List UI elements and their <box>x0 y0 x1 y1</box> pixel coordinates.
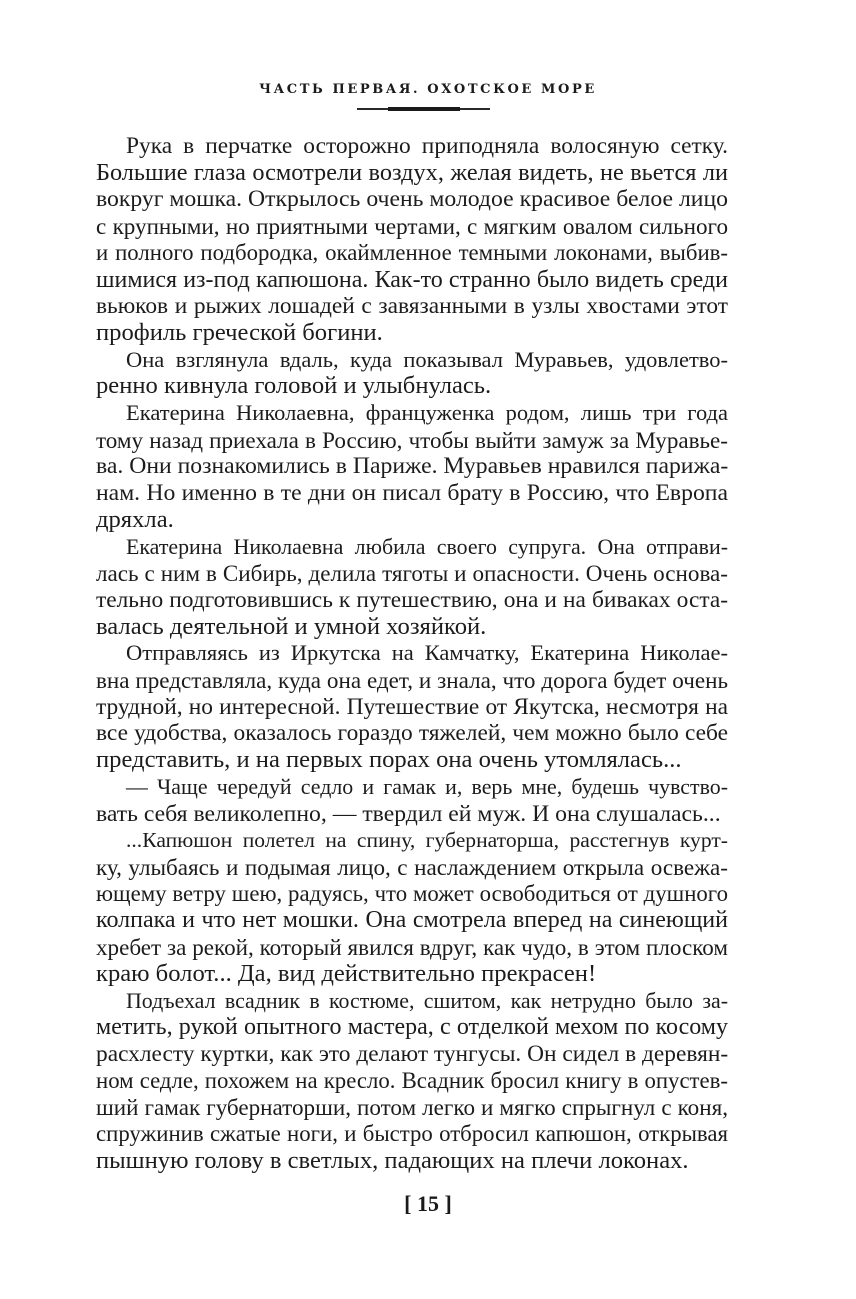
text-line: тому назад приехала в Россию, чтобы выйти замуж за Муравье- <box>96 426 728 453</box>
text-line: с крупными, но приятными чертами, с мягким овалом сильного <box>96 213 728 240</box>
text-line: пышную голову в светлых, падающих на плечи локонах. <box>96 1146 689 1174</box>
text-line: ку, улыбаясь и подымая лицо, с наслаждением открыла освежа- <box>96 853 728 880</box>
text-line: ющему ветру шею, радуясь, что может освободиться от душного <box>96 880 728 906</box>
text-line: шимися из-под капюшона. Как-то странно было видеть среди <box>96 266 728 293</box>
text-line: ший гамак губернаторши, потом легко и мягко спрыгнул с коня, <box>96 1094 728 1121</box>
text-line: ном седле, похожем на кресло. Всадник бросил книгу в опустев- <box>96 1067 728 1093</box>
text-line: ва. Они познакомились в Париже. Муравьев нравился парижа- <box>96 453 729 480</box>
text-line: трудной, но интересной. Путешествие от Якутска, несмотря на <box>96 693 728 720</box>
text-line: Отправляясь из Иркутска на Камчатку, Екатерина Николаe- <box>126 640 728 666</box>
text-line: лась с ним в Сибирь, делила тяготы и опасности. Очень основа- <box>96 560 728 587</box>
text-line: дряхла. <box>96 505 174 533</box>
running-header: ЧАСТЬ ПЕРВАЯ. ОХОТСКОЕ МОРЕ <box>259 82 597 97</box>
text-line: колпака и что нет мошки. Она смотрела вперед на синеющий <box>96 907 728 934</box>
text-line: тельно подготовившись к путешествию, она и на биваках оста- <box>96 586 728 613</box>
text-line: Екатерина Николаевна любила своего супруга. Она отправи- <box>126 533 728 559</box>
paragraph <box>96 400 728 534</box>
paragraph <box>96 774 728 827</box>
text-line: и полного подбородка, окаймленное темными локонами, выбив- <box>96 239 728 265</box>
text-line: ренно кивнула головой и улыбнулась. <box>96 372 492 400</box>
page-number: [ 15 ] <box>404 1191 452 1216</box>
text-line: представить, и на первых порах она очень утомлялась... <box>96 746 682 774</box>
text-line: нам. Но именно в те дни он писал брату в Россию, что Европа <box>96 480 728 507</box>
paragraph <box>96 988 728 1175</box>
paragraph <box>96 133 728 347</box>
header-rule-accent <box>388 107 460 111</box>
text-line: Рука в перчатке осторожно приподняла волосяную сетку. <box>126 133 728 159</box>
paragraph <box>96 534 728 641</box>
text-line: расхлесту куртки, как это делают тунгусы. Он сидел в деревян- <box>96 1040 729 1067</box>
text-line: Она взглянула вдаль, куда показывал Муравьев, удовлетво- <box>126 346 728 372</box>
text-line: метить, рукой опытного мастера, с отделкой мехом по косому <box>96 1014 728 1041</box>
text-line: краю болот... Да, вид действительно прекрасен! <box>96 959 597 987</box>
body-text <box>96 133 728 1174</box>
text-line: вна представляла, куда она едет, и знала, что дорога будет очень <box>96 667 728 694</box>
paragraph <box>96 640 728 774</box>
text-line: профиль греческой богини. <box>96 318 383 346</box>
text-line: вьюков и рыжих лошадей с завязанными в узлы хвостами этот <box>96 293 728 320</box>
text-line: Екатерина Николаевна, француженка родом, лишь три года <box>126 400 728 426</box>
paragraph <box>96 827 728 987</box>
text-line: вать себя великолепно, — твердил ей муж. И она слушалась... <box>96 800 721 827</box>
text-line: спружинив сжатые ноги, и быстро отбросил капюшон, открывая <box>96 1121 728 1147</box>
text-line: валась деятельной и умной хозяйкой. <box>96 612 487 640</box>
text-line: — Чаще чередуй седло и гамак и, верь мне, будешь чувство- <box>126 773 728 799</box>
text-line: все удобства, оказалось гораздо тяжелей, чем можно было себе <box>96 720 728 747</box>
text-line: Большие глаза осмотрели воздух, желая видеть, не вьется ли <box>96 158 728 186</box>
text-line: Подъехал всадник в костюме, сшитом, как нетрудно было за- <box>126 987 728 1013</box>
text-line: вокруг мошка. Открылось очень молодое красивое белое лицо <box>96 186 728 213</box>
text-line: ...Капюшон полетел на спину, губернаторша, расстегнув курт- <box>126 828 728 853</box>
paragraph <box>96 347 728 400</box>
text-line: хребет за рекой, который явился вдруг, как чудо, в этом плоском <box>96 934 728 961</box>
